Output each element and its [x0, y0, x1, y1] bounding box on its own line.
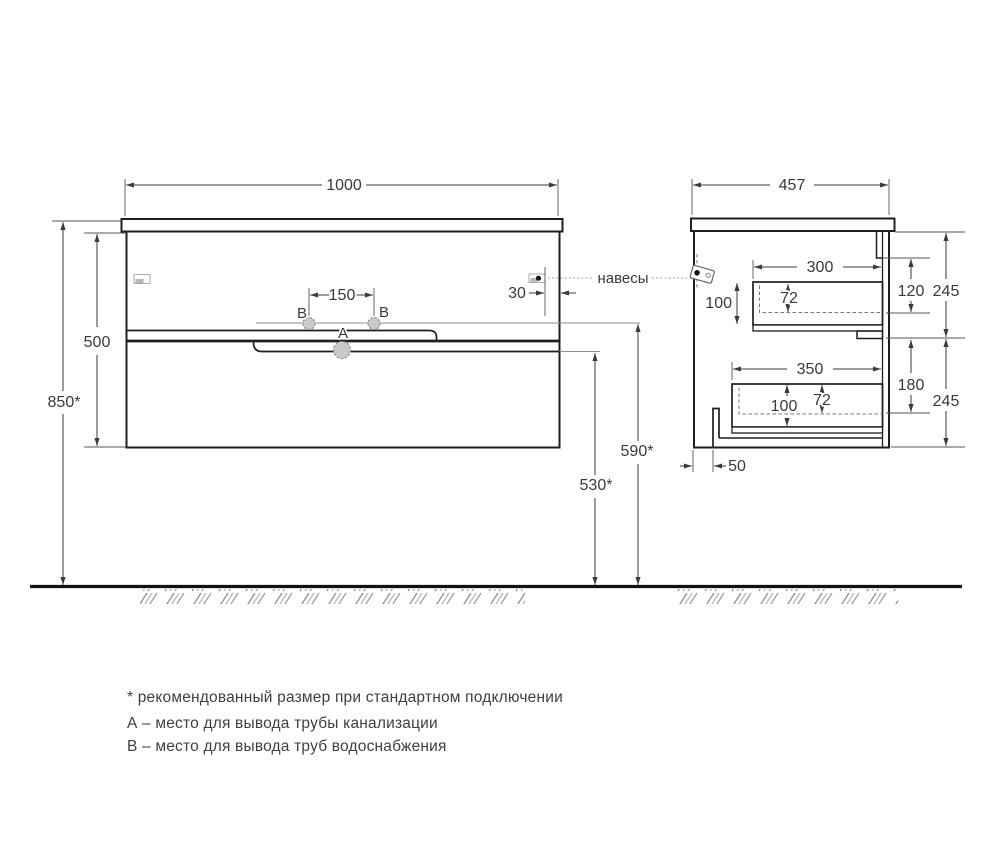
hanger-icon-left-detail [136, 279, 144, 283]
front-countertop [122, 219, 563, 232]
dim-service-notch-label: 50 [728, 458, 746, 475]
point-a-label: А [337, 325, 349, 342]
dim-lower-section-label: 245 [932, 393, 960, 410]
dim-supply-height [580, 353, 613, 585]
dim-upper-drawer-inner-label: 72 [780, 290, 798, 307]
dim-supply-spacing-label: 150 [328, 287, 356, 304]
note-point-b: В – место для вывода труб водоснабжения [127, 738, 447, 755]
side-upper-drawer-bottom [753, 325, 883, 331]
dim-upper-drawer-height-label: 100 [705, 295, 732, 312]
hanger-icon-right [529, 274, 545, 283]
side-countertop [691, 219, 895, 232]
side-lower-drawer-bottom [732, 427, 883, 433]
hanger-icon-left [134, 275, 150, 284]
floor-hatch-left [140, 589, 525, 604]
dim-depth-label: 457 [778, 177, 806, 194]
dim-drain-height-label: 590* [620, 443, 654, 460]
dim-front-width [125, 177, 558, 216]
dim-hanger-inset-label: 30 [508, 285, 526, 302]
dim-front-body-height-label: 500 [83, 334, 111, 351]
dim-mounting-height-label: 850* [47, 394, 81, 411]
hangers-label: навесы [597, 270, 649, 287]
dim-front-width-label: 1000 [326, 177, 362, 194]
floor [30, 587, 962, 605]
point-b-right-label: В [378, 304, 390, 321]
dim-lower-gap-label: 180 [897, 377, 925, 394]
front-view [122, 219, 641, 448]
dim-depth [692, 177, 889, 215]
dim-lower-drawer-width-label: 350 [796, 361, 824, 378]
legend-notes [127, 689, 563, 755]
dim-front-body-height [84, 233, 126, 447]
dim-service-notch [680, 450, 746, 475]
dim-upper-drawer-width-label: 300 [806, 259, 834, 276]
note-recommended-size: * рекомендованный размер при стандартном подключении [127, 689, 563, 706]
dim-supply-height-label: 530* [579, 477, 613, 494]
dim-upper-section-label: 245 [932, 283, 960, 300]
point-a-marker [334, 342, 351, 359]
dim-lower-drawer-height-label: 100 [770, 398, 798, 415]
dim-upper-gap-label: 120 [897, 283, 925, 300]
hanger-point-dot [536, 276, 541, 281]
note-point-a: А – место для вывода трубы канализации [127, 715, 438, 732]
dim-lower-drawer-inner-label: 72 [813, 392, 831, 409]
floor-hatch-right [677, 589, 898, 604]
dim-drain-height [621, 324, 654, 585]
dim-mounting-height [48, 221, 121, 585]
hangers-callout [548, 254, 715, 289]
point-b-left-label: В [296, 305, 308, 322]
